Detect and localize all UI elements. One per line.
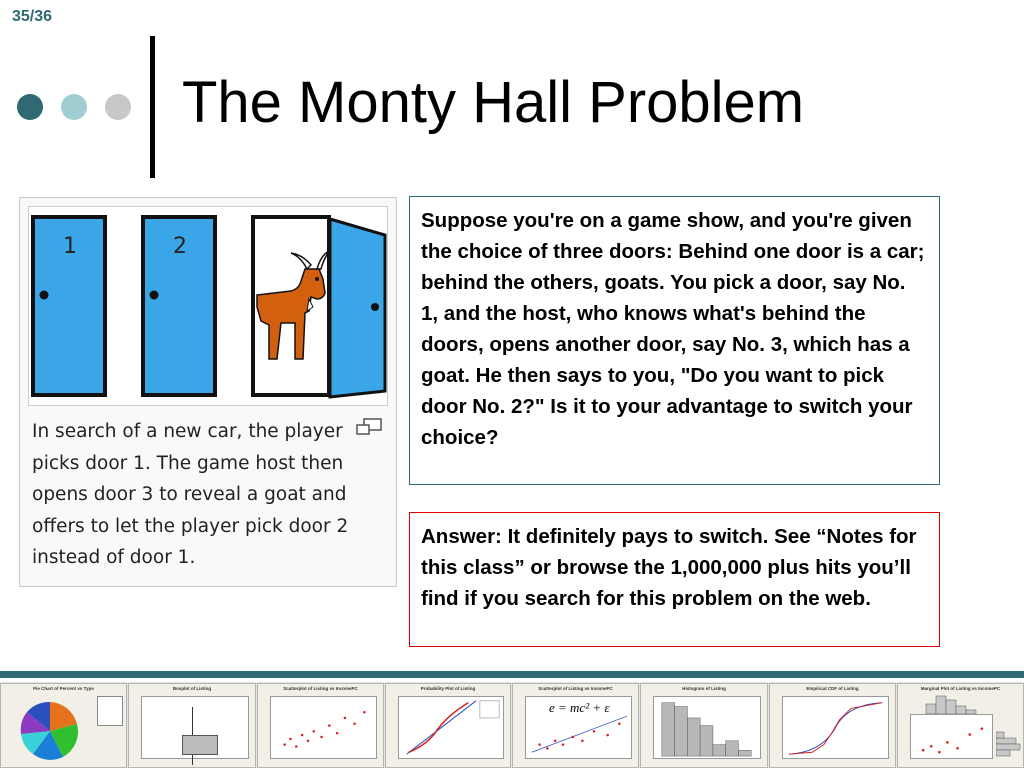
slide-title: The Monty Hall Problem <box>182 70 805 135</box>
footer-divider <box>0 671 1024 678</box>
illustration-panel <box>19 197 397 587</box>
door-2-number: 2 <box>173 234 187 259</box>
doors-svg <box>29 207 387 405</box>
slide-number: 35/36 <box>12 8 53 25</box>
thumbnail-empirical-cdf: Empirical CDF of Listing <box>769 683 896 768</box>
question-textbox <box>409 196 940 485</box>
door-1 <box>31 215 107 397</box>
thumbnail-scatterplot: Scatterplot of Listing vs IncomePC <box>257 683 384 768</box>
decor-dot-grey <box>105 94 131 120</box>
equation-label: e = mc² + ε <box>549 700 610 715</box>
footer-thumbnail-strip <box>0 682 1024 768</box>
thumbnail-probability-plot: Probability Plot of Listing <box>385 683 511 768</box>
door-2 <box>141 215 217 397</box>
thumbnail-histogram: Histogram of Listing <box>640 683 768 768</box>
title-divider <box>150 36 155 178</box>
thumbnail-marginal-plot: Marginal Plot of Listing vs IncomePC <box>897 683 1024 768</box>
decor-dot-teal <box>61 94 87 120</box>
question-text: Suppose you're on a game show, and you're given the choice of three doors: Behind one door is a car; behind the others, goats. You pick a door, say No. 1, and the host, who knows what's behind the doors, opens another door, say No. 3, which has a goat. He then says to you, "Do you want to pick door No. 2?" Is it to your advantage to switch your choice? <box>421 209 925 449</box>
doors-illustration <box>28 206 388 406</box>
decor-dot-dark <box>17 94 43 120</box>
thumbnail-pie-chart: Pie Chart of Percent vs Type <box>0 683 127 768</box>
thumbnail-scatter-equation: Scatterplot of Listing vs IncomePC e = mc² + ε <box>512 683 639 768</box>
thumbnail-boxplot: Boxplot of Listing <box>128 683 256 768</box>
door-3-open <box>251 215 385 397</box>
answer-text: Answer: It definitely pays to switch. See “Notes for this class” or browse the 1,000,000 plus hits you’ll find if you search for this problem on the web. <box>421 525 917 610</box>
pie-chart-icon <box>19 700 81 762</box>
illustration-caption: In search of a new car, the player picks door 1. The game host then opens door 3 to reveal a goat and offers to let the player pick door 2 instead of door 1. <box>32 421 349 568</box>
door-1-number: 1 <box>63 234 77 259</box>
answer-textbox <box>409 512 940 647</box>
